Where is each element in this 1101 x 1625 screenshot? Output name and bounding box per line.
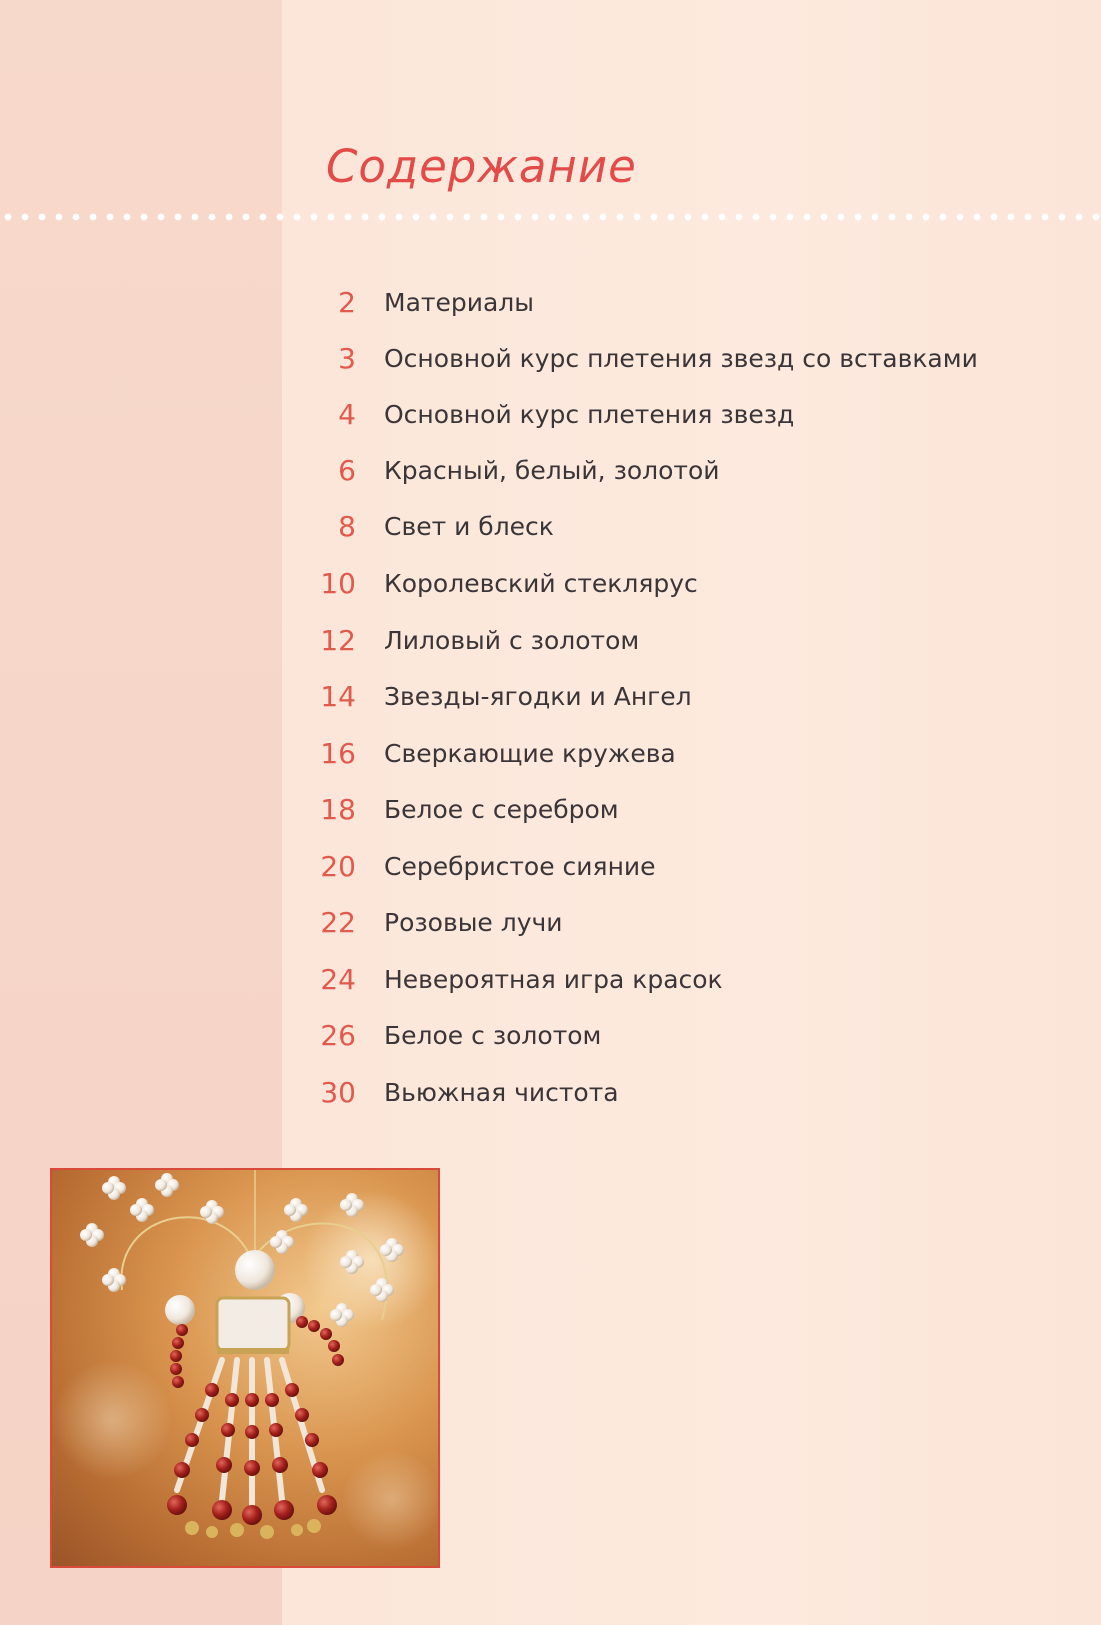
divider-dot (328, 214, 335, 221)
toc-item[interactable] (310, 282, 534, 322)
divider-dot (532, 214, 539, 221)
toc-page-number: 14 (320, 679, 356, 713)
toc-page-number: 24 (320, 962, 356, 996)
divider-dot (447, 214, 454, 221)
divider-dot (1076, 214, 1083, 221)
toc-page-number: 18 (320, 792, 356, 826)
toc-page-number: 22 (320, 905, 356, 939)
toc-title: Свет и блеск (384, 511, 554, 541)
toc-item[interactable] (310, 394, 794, 434)
toc-title: Сверкающие кружева (384, 738, 676, 768)
toc-title: Невероятная игра красок (384, 964, 723, 994)
divider-dot (175, 214, 182, 221)
divider-dot (583, 214, 590, 221)
divider-dot (430, 214, 437, 221)
toc-title: Красный, белый, золотой (384, 455, 720, 485)
divider-dot (719, 214, 726, 221)
toc-item[interactable] (310, 733, 676, 773)
toc-title: Королевский стеклярус (384, 568, 698, 598)
divider-dot (753, 214, 760, 221)
divider-dot (889, 214, 896, 221)
divider-dot (260, 214, 267, 221)
divider-dot (685, 214, 692, 221)
divider-dot (158, 214, 165, 221)
divider-dot (651, 214, 658, 221)
divider-dot (702, 214, 709, 221)
page-title: Содержание (326, 140, 637, 193)
divider-dot (107, 214, 114, 221)
divider-dot (379, 214, 386, 221)
toc-item[interactable] (310, 959, 723, 999)
divider-dot (481, 214, 488, 221)
divider-dot (515, 214, 522, 221)
toc-page-number: 2 (338, 285, 356, 319)
divider-dot (226, 214, 233, 221)
divider-dot (192, 214, 199, 221)
divider-dot (413, 214, 420, 221)
toc-item[interactable] (310, 338, 978, 378)
angel-ornament-illustration (52, 1170, 438, 1566)
divider-dot (617, 214, 624, 221)
toc-page-number: 4 (338, 397, 356, 431)
divider-dot (736, 214, 743, 221)
divider-dot (39, 214, 46, 221)
divider-dot (1093, 214, 1100, 221)
toc-page-number: 3 (338, 341, 356, 375)
toc-page-number: 12 (320, 623, 356, 657)
toc-title: Основной курс плетения звезд со вставками (384, 343, 978, 373)
divider-dot (566, 214, 573, 221)
divider-dot (991, 214, 998, 221)
toc-title: Звезды-ягодки и Ангел (384, 681, 692, 711)
divider-dot (1042, 214, 1049, 221)
divider-dot (56, 214, 63, 221)
toc-item[interactable] (310, 506, 554, 546)
toc-item[interactable] (310, 676, 692, 716)
toc-title: Розовые лучи (384, 907, 563, 937)
divider-dot (838, 214, 845, 221)
divider-dot (957, 214, 964, 221)
divider-dot (549, 214, 556, 221)
divider-dot (906, 214, 913, 221)
toc-item[interactable] (310, 1072, 619, 1112)
divider-dot (634, 214, 641, 221)
divider-dot (243, 214, 250, 221)
divider-dot (311, 214, 318, 221)
divider-dot (974, 214, 981, 221)
divider-dot (22, 214, 29, 221)
divider-dot (124, 214, 131, 221)
divider-dot (294, 214, 301, 221)
toc-item[interactable] (310, 789, 619, 829)
divider-dot (464, 214, 471, 221)
toc-page-number: 30 (320, 1075, 356, 1109)
toc-title: Вьюжная чистота (384, 1077, 619, 1107)
divider-dot (855, 214, 862, 221)
divider-dot (141, 214, 148, 221)
divider-dot (940, 214, 947, 221)
divider-dot (668, 214, 675, 221)
dotted-divider (0, 211, 1101, 223)
divider-dot (277, 214, 284, 221)
divider-dot (770, 214, 777, 221)
toc-title: Белое с серебром (384, 794, 619, 824)
divider-dot (90, 214, 97, 221)
divider-dot (923, 214, 930, 221)
toc-page-number: 8 (338, 509, 356, 543)
divider-dot (787, 214, 794, 221)
divider-dot (821, 214, 828, 221)
toc-item[interactable] (310, 846, 656, 886)
toc-page-number: 20 (320, 849, 356, 883)
toc-page-number: 10 (320, 566, 356, 600)
toc-item[interactable] (310, 1015, 601, 1055)
toc-page-number: 6 (338, 453, 356, 487)
toc-title: Материалы (384, 287, 534, 317)
divider-dot (804, 214, 811, 221)
divider-dot (872, 214, 879, 221)
divider-dot (73, 214, 80, 221)
divider-dot (345, 214, 352, 221)
toc-title: Серебристое сияние (384, 851, 656, 881)
toc-item[interactable] (310, 450, 720, 490)
toc-title: Основной курс плетения звезд (384, 399, 795, 429)
toc-title: Белое с золотом (384, 1020, 602, 1050)
divider-dot (362, 214, 369, 221)
divider-dot (396, 214, 403, 221)
divider-dot (1025, 214, 1032, 221)
toc-item[interactable] (310, 563, 698, 603)
divider-dot (209, 214, 216, 221)
toc-item[interactable] (310, 620, 639, 660)
toc-page-number: 26 (320, 1018, 356, 1052)
toc-title: Лиловый с золотом (384, 625, 640, 655)
beaded-angel-photo (50, 1168, 440, 1568)
divider-dot (1008, 214, 1015, 221)
divider-dot (1059, 214, 1066, 221)
toc-page-number: 16 (320, 736, 356, 770)
toc-item[interactable] (310, 902, 563, 942)
divider-dot (498, 214, 505, 221)
divider-dot (600, 214, 607, 221)
divider-dot (5, 214, 12, 221)
